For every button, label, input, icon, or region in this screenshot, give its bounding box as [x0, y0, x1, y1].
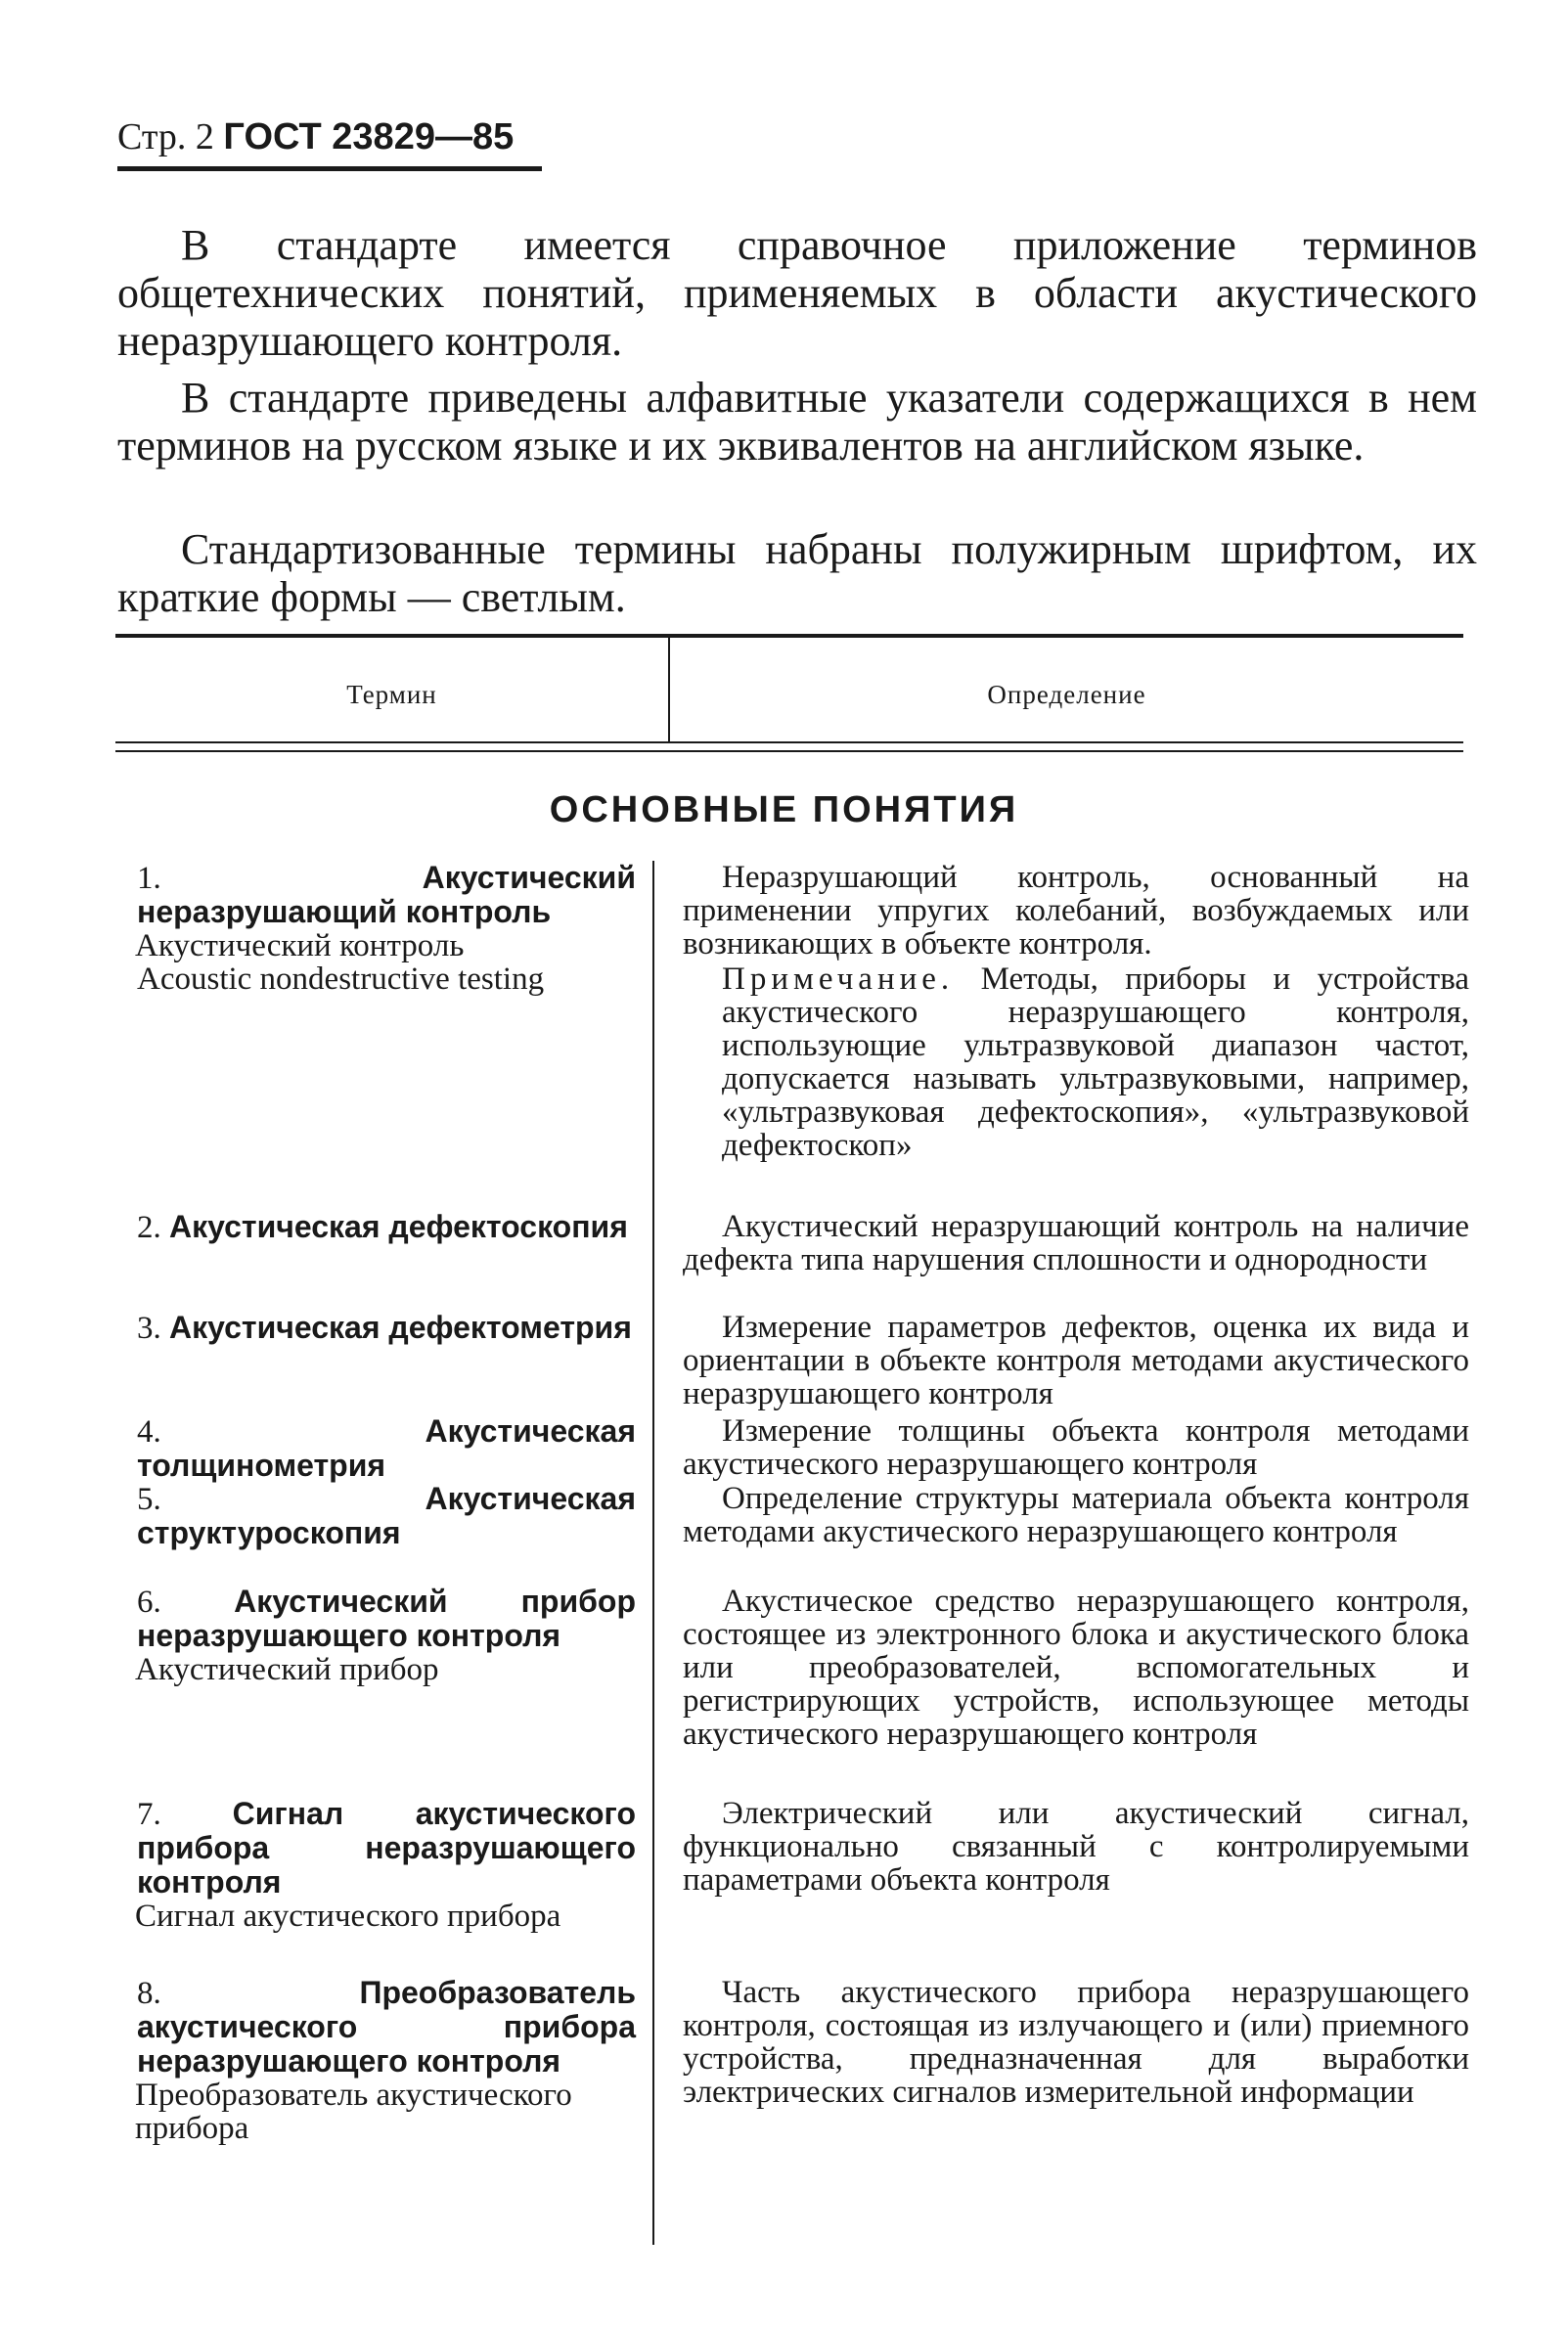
term-name: Преобразователь акустического прибора неразрушающего контроля: [137, 1975, 636, 2079]
header-underline: [117, 166, 542, 171]
section-title: ОСНОВНЫЕ ПОНЯТИЯ: [549, 789, 1019, 830]
term-entry: [137, 861, 636, 996]
term-name: Акустическая толщинометрия: [137, 1413, 636, 1483]
term-number: 4.: [137, 1414, 161, 1450]
page-label: Стр. 2: [117, 116, 214, 157]
table-top-rule: [115, 634, 1463, 638]
table-header-rule: [115, 750, 1463, 752]
term-number: 1.: [137, 861, 161, 896]
term-name: Акустическая дефектоскопия: [169, 1209, 628, 1244]
term-definition: Часть акустического прибора неразрушающего контроля, состоящая из излучающего и (или) приемного устройства, предназначенная для выработки электрических сигналов измерительной информации: [683, 1975, 1469, 2110]
intro-paragraph: В стандарте приведены алфавитные указатели содержащихся в нем терминов на русском языке и их эквивалентов на английском языке.: [117, 374, 1477, 469]
term-definition: Измерение параметров дефектов, оценка их вида и ориентации в объекте контроля методами акустического неразрушающего контроля: [683, 1310, 1469, 1411]
term-definition: Измерение толщины объекта контроля методами акустического неразрушающего контроля: [683, 1413, 1469, 1482]
term-number: 7.: [137, 1797, 161, 1832]
term-name: Акустическая дефектометрия: [169, 1310, 632, 1345]
term-name: Акустический прибор неразрушающего контроля: [137, 1584, 637, 1653]
column-header-term: Термин: [346, 680, 437, 709]
table-header-rule: [115, 741, 1463, 743]
term-entry: [137, 1976, 636, 2145]
term-number: 3.: [137, 1311, 161, 1346]
intro-paragraph: В стандарте имеется справочное приложение терминов общетехнических понятий, применяемых в области акустического неразрушающего контроля.: [117, 221, 1477, 365]
term-name: Сигнал акустического прибора неразрушающего контроля: [137, 1796, 636, 1900]
term-name: Акустический неразрушающий контроль: [137, 860, 636, 929]
term-definition: Акустическое средство неразрушающего контроля, состоящее из электронного блока и акустического блока или преобразователей, вспомогательных и регистрирующих устройств, использующее методы акустического неразрушающего контроля: [683, 1584, 1469, 1752]
term-english-equivalent: Acoustic nondestructive testing: [137, 961, 545, 997]
term-definition: Электрический или акустический сигнал, функционально связанный с контролируемыми параметрами объекта контроля: [683, 1796, 1469, 1898]
term-definition: Определение структуры материала объекта контроля методами акустического неразрушающего контроля: [683, 1481, 1469, 1549]
intro-paragraph: Стандартизованные термины набраны полужирным шрифтом, их краткие формы — светлым.: [117, 525, 1477, 621]
term-definition: Неразрушающий контроль, основанный на применении упругих колебаний, возбуждаемых или возникающих в объекте контроля.: [683, 860, 1469, 961]
term-name: Акустическая структуроскопия: [137, 1481, 636, 1550]
standard-code: ГОСТ 23829—85: [223, 116, 515, 157]
term-entry: [137, 1482, 636, 1550]
term-note: [722, 962, 1469, 1162]
note-label: Примечание.: [722, 961, 955, 997]
term-entry: [137, 1797, 636, 1933]
term-number: 2.: [137, 1210, 161, 1245]
column-header-definition: Определение: [987, 680, 1146, 709]
term-number: 8.: [137, 1976, 161, 2011]
term-definition: Акустический неразрушающий контроль на наличие дефекта типа нарушения сплошности и однородности: [683, 1209, 1469, 1277]
term-entry: [137, 1585, 636, 1686]
note-text: Методы, приборы и устройства акустического неразрушающего контроля, использующие ультразвуковой диапазон частот, допускается называть ультразвуковыми, например, «ультразвуковая дефектоскопия», «ультразвуковой дефектоскоп»: [722, 961, 1469, 1163]
term-number: 5.: [137, 1482, 161, 1517]
page-header: [117, 115, 514, 158]
term-number: 6.: [137, 1585, 161, 1620]
term-short-form: Акустический контроль: [135, 928, 465, 963]
term-short-form: Преобразователь акустического прибора: [135, 2078, 572, 2146]
term-short-form: Акустический прибор: [135, 1652, 439, 1687]
term-entry: [137, 1414, 636, 1483]
term-entry: [137, 1210, 636, 1244]
term-short-form: Сигнал акустического прибора: [135, 1899, 561, 1934]
term-entry: [137, 1311, 636, 1345]
table-column-divider: [652, 861, 654, 2245]
